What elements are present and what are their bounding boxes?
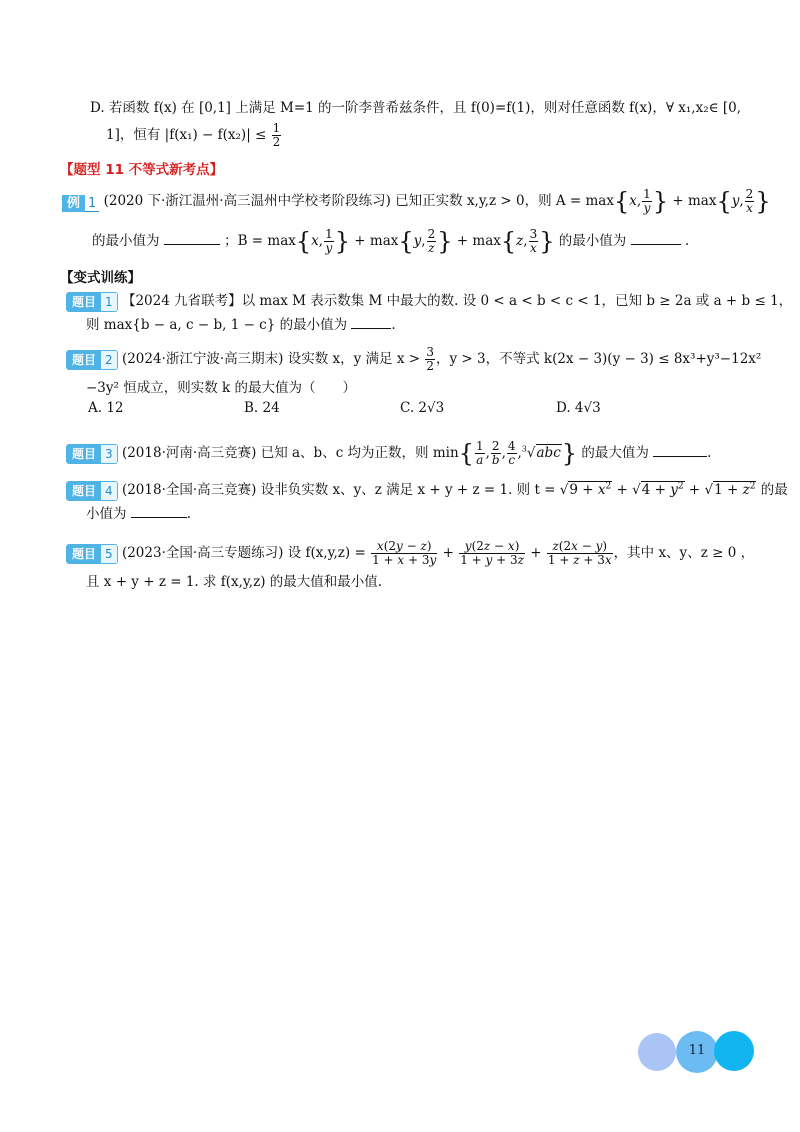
tag-num: 3	[101, 445, 117, 463]
problem-2-line1	[66, 346, 761, 373]
fraction	[272, 122, 282, 149]
tag-label: 题目	[67, 293, 101, 311]
problem-1-line2	[86, 313, 396, 333]
answer-blank[interactable]	[131, 515, 187, 518]
example-1-line2: 的最小值为 ；B = max{x, $\frac{1}{y}$ } + max{y, $\frac{2}{z}$ } + max{z, $\frac{3}{x}$ } 的最小值为 .	[92, 227, 690, 256]
problem-text: ，其中 x、y、z ≥ 0 ，	[613, 545, 755, 561]
tag-label: 题目	[67, 351, 101, 369]
example-text: (2020 下·浙江温州·高三温州中学校考阶段练习) 已知正实数 x,y,z > 0，则 A = max	[103, 193, 614, 209]
problem-3-line: 题目 3 (2018·河南·高三竞赛) 已知 a、b、c 均为正数，则 min{ $\frac{1}{a}$ , $\frac{2}{b}$ , $\frac{4}{c}$ ,$^3$√abc} 的最大值为 .	[66, 440, 711, 467]
problem-text: (2024·浙江宁波·高三期末) 设实数 x，y 满足 x >	[121, 351, 421, 367]
problem-tag	[66, 292, 118, 312]
problem-4-line1: 题目 4 (2018·全国·高三竞赛) 设非负实数 x、y、z 满足 x + y + z = 1. 则 $t = √9 + x^2 + √4 + y^2 + √1 + z^2$ 的最	[66, 478, 788, 501]
tag-label: 题目	[67, 545, 101, 563]
period: .	[391, 317, 396, 333]
frac-den: 2	[272, 135, 281, 149]
example-badge	[62, 192, 99, 211]
frac-num: 1	[272, 121, 281, 135]
frac-den: 2	[426, 359, 434, 373]
problem-5-line1: 题目 5 (2023·全国·高三专题练习) 设 f(x,y,z) = $\frac{x(2y - z)}{1 + x + 3y}$ + $\frac{y(2z - x)}{1 + y + 3z}$ + $\frac{z(2x - y)}{1 + z + 3x}$ ，其中 x、y、z ≥ 0 ，	[66, 540, 754, 567]
tag-label: 题目	[67, 482, 101, 500]
problem-4-line2	[86, 502, 191, 522]
period: .	[707, 445, 712, 461]
problem-tag	[66, 481, 118, 501]
option-d-line2	[106, 122, 282, 149]
fraction	[425, 346, 435, 373]
option-d-text: 1]，恒有 |f(x₁) − f(x₂)| ≤	[106, 127, 267, 143]
problem-tag	[66, 544, 118, 564]
fraction: $\frac{2}{x}$	[745, 187, 754, 215]
decor-circle-left	[638, 1033, 676, 1071]
tag-num: 1	[101, 293, 117, 311]
brace-open: {	[613, 187, 630, 216]
fraction: $\frac{x(2y - z)}{1 + x + 3y}$	[372, 539, 437, 567]
answer-blank[interactable]	[164, 242, 220, 245]
example-num: 1	[85, 196, 99, 212]
problem-text: 的最大值为	[581, 445, 649, 461]
example-text: ；B = max	[224, 233, 296, 249]
example-label: 例	[62, 195, 85, 212]
problem-text: (2023·全国·高三专题练习) 设 f(x,y,z) =	[121, 545, 366, 561]
answer-blank[interactable]	[351, 326, 391, 329]
fraction: $\frac{1}{y}$	[643, 187, 651, 215]
frac-num: 3	[426, 345, 434, 359]
tag-num: 2	[101, 351, 117, 369]
problem-text: 【2024 九省联考】以 max M 表示数集 M 中最大的数. 设 0 < a < b < c < 1，已知 b ≥ 2a 或 a + b ≤ 1，	[121, 293, 793, 309]
problem-text: (2018·全国·高三竞赛) 设非负实数 x、y、z 满足 x + y + z = 1. 则 t =	[121, 482, 556, 498]
option-d[interactable]: D. 4√3	[556, 400, 601, 416]
problem-5-line2: 且 x + y + z = 1. 求 f(x,y,z) 的最大值和最小值.	[86, 574, 383, 590]
fraction: $\frac{z(2x - y)}{1 + z + 3x}$	[547, 539, 612, 567]
example-1-line1: 例 1 (2020 下·浙江温州·高三温州中学校考阶段练习) 已知正实数 x,y,z > 0，则 A = max{x, $\frac{1}{y}$ } + max{y, $\frac{2}{x}$ }	[62, 188, 771, 215]
variant-title: 【变式训练】	[60, 270, 141, 286]
problem-text: 的最	[760, 482, 788, 498]
problem-tag	[66, 350, 118, 370]
period: .	[186, 506, 192, 522]
problem-text: 小值为	[86, 506, 127, 522]
tag-num: 4	[101, 482, 117, 500]
page-number: 11	[688, 1043, 706, 1058]
problem-text: 则 max{b − a, c − b, 1 − c} 的最小值为	[86, 317, 348, 333]
problem-text: ，y > 3，不等式 k(2x − 3)(y − 3) ≤ 8x³+y³−12x²	[436, 351, 762, 367]
section-title: 【题型 11 不等式新考点】	[60, 162, 224, 178]
example-text: 的最小值为	[558, 233, 627, 249]
period: .	[684, 233, 690, 249]
tag-label: 题目	[67, 445, 101, 463]
answer-blank[interactable]	[653, 454, 707, 457]
fraction: $\frac{y(2z - x)}{1 + y + 3z}$	[460, 539, 524, 567]
problem-tag	[66, 444, 118, 464]
option-a[interactable]: A. 12	[88, 400, 124, 416]
problem-text: (2018·河南·高三竞赛) 已知 a、b、c 均为正数，则 min	[121, 445, 459, 461]
brace-close: }	[652, 187, 669, 216]
problem-2-line2: −3y² 恒成立，则实数 k 的最大值为（ ）	[86, 380, 356, 396]
answer-blank[interactable]	[631, 242, 681, 245]
example-text: 的最小值为	[92, 233, 160, 249]
problem-1-line1	[66, 289, 792, 312]
tag-num: 5	[101, 545, 117, 563]
option-b[interactable]: B. 24	[244, 400, 280, 416]
option-c[interactable]: C. 2√3	[400, 400, 445, 416]
option-d-line1: D. 若函数 f(x) 在 [0,1] 上满足 M=1 的一阶李普希兹条件，且 f(0)=f(1)，则对任意函数 f(x)，∀ x₁,x₂∈ [0,	[90, 100, 742, 116]
decor-circle-right	[714, 1031, 754, 1071]
